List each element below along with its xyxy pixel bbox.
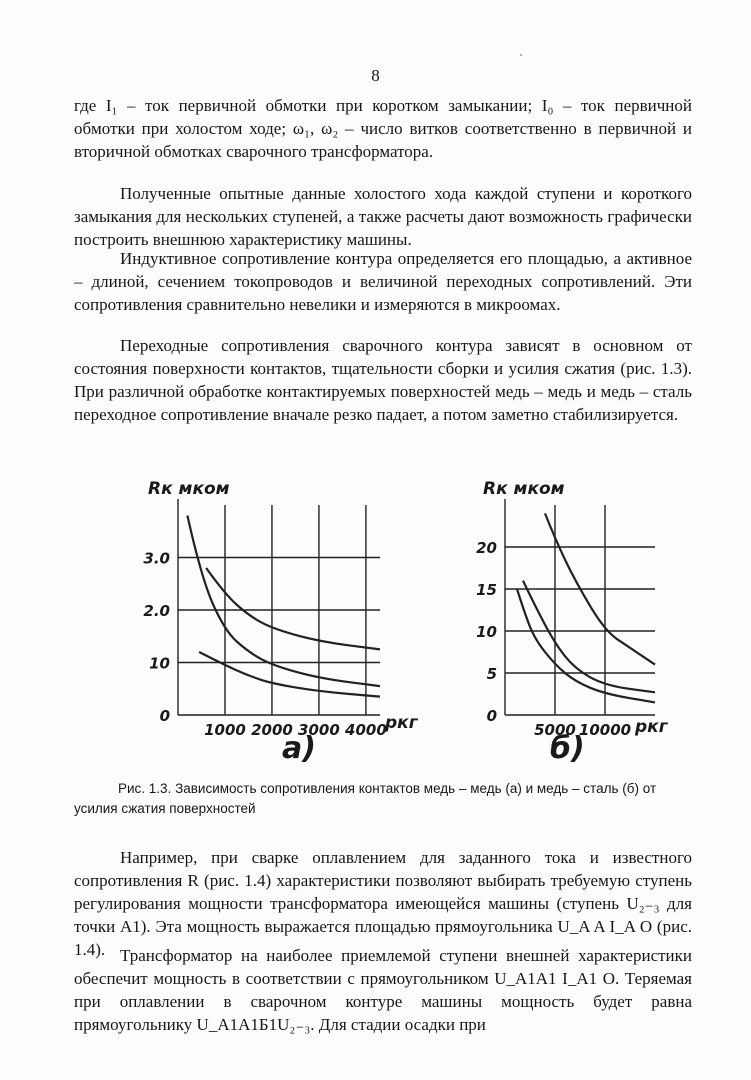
a-xtick-label: 4000 — [345, 721, 387, 739]
chart-a-xlabel: pкг — [385, 713, 418, 733]
chart-b-panel-label: б) — [550, 731, 585, 766]
paragraph-5: Например, при сварке оплавлением для заданного тока и известного сопротивления R (рис. 1.4) характеристики позволяют выбирать требуемую ступень регулирования мощности трансформатора имеющейся машины (ступень U₂₋₃ для точки А1). Эта мощность выражается площадью прямоугольника U_A A I_A O (рис. 1.4). — [74, 848, 692, 959]
page-number: 8 — [371, 66, 380, 85]
a-ytick-label: 2.0 — [143, 602, 170, 620]
chart-a — [130, 470, 420, 770]
chart-a-panel-label: а) — [282, 731, 316, 766]
paragraph-6: Трансформатор на наиболее приемлемой ступени внешней характеристики обеспечит мощность в соответствии с прямоугольником U_A1A1 I_A1 O. Теряемая при оплавлении в сварочном контуре машины мощность будет равна прямоугольнику U_A1A1Б1U₂₋₃. Для стадии осадки при — [74, 946, 692, 1034]
chart-b — [465, 470, 695, 770]
b-curve-3 — [517, 589, 655, 702]
paragraph-2: Полученные опытные данные холостого хода каждой ступени и короткого замыкания для нескольких ступеней, а также расчеты дают возможность графически построить внешнюю характеристику машины. — [74, 184, 692, 249]
scan-speck — [520, 54, 522, 56]
chart-b-yticks — [476, 539, 497, 725]
paragraph-1: где I₁ – ток первичной обмотки при коротком замыкании; I₀ – ток первичной обмотки при холостом ходе; ω₁, ω₂ – число витков соответственно в первичной и вторичной обмотках сварочного трансформатора. — [74, 96, 692, 161]
figure-caption: Рис. 1.3. Зависимость сопротивления контактов медь – медь (а) и медь – сталь (б) от усилия сжатия поверхностей — [74, 781, 657, 816]
a-ytick-label: 3.0 — [143, 549, 170, 568]
b-ytick-label: 5 — [486, 665, 497, 683]
b-ytick-label: 10 — [476, 623, 497, 641]
a-curve-3 — [199, 652, 380, 697]
b-xtick-label: 5000 — [534, 721, 576, 739]
chart-a-ylabel: Rк мком — [148, 479, 230, 499]
b-ytick-label: 0 — [486, 707, 497, 725]
chart-a-curves — [187, 516, 380, 697]
a-ytick-label: 10 — [149, 654, 170, 673]
b-xtick-label: 10000 — [578, 721, 632, 739]
b-ytick-label: 15 — [476, 581, 497, 599]
b-ytick-label: 20 — [476, 539, 497, 557]
paragraph-4: Переходные сопротивления сварочного контура зависят в основном от состояния поверхности контактов, тщательности сборки и усилия сжатия (рис. 1.3). При различной обработке контактируемых поверхностей медь – медь и медь – сталь переходное сопротивление вначале резко падает, а потом заметно стабилизируется. — [74, 336, 692, 424]
chart-a-yticks — [143, 550, 170, 726]
a-xtick-label: 2000 — [251, 721, 293, 739]
a-ytick-label: 0 — [159, 707, 170, 725]
chart-b-xlabel: pкг — [635, 717, 668, 737]
chart-b-curves — [517, 513, 655, 702]
b-curve-2 — [523, 581, 655, 693]
paragraph-3: Индуктивное сопротивление контура определяется его площадью, а активное – длиной, сечением токопроводов и величиной переходных сопротивлений. Эти сопротивления сравнительно невелики и измеряются в микроомах. — [74, 249, 692, 314]
chart-b-ylabel: Rк мком — [483, 479, 565, 499]
a-xtick-label: 1000 — [204, 721, 246, 739]
a-xtick-label: 3000 — [298, 721, 340, 739]
